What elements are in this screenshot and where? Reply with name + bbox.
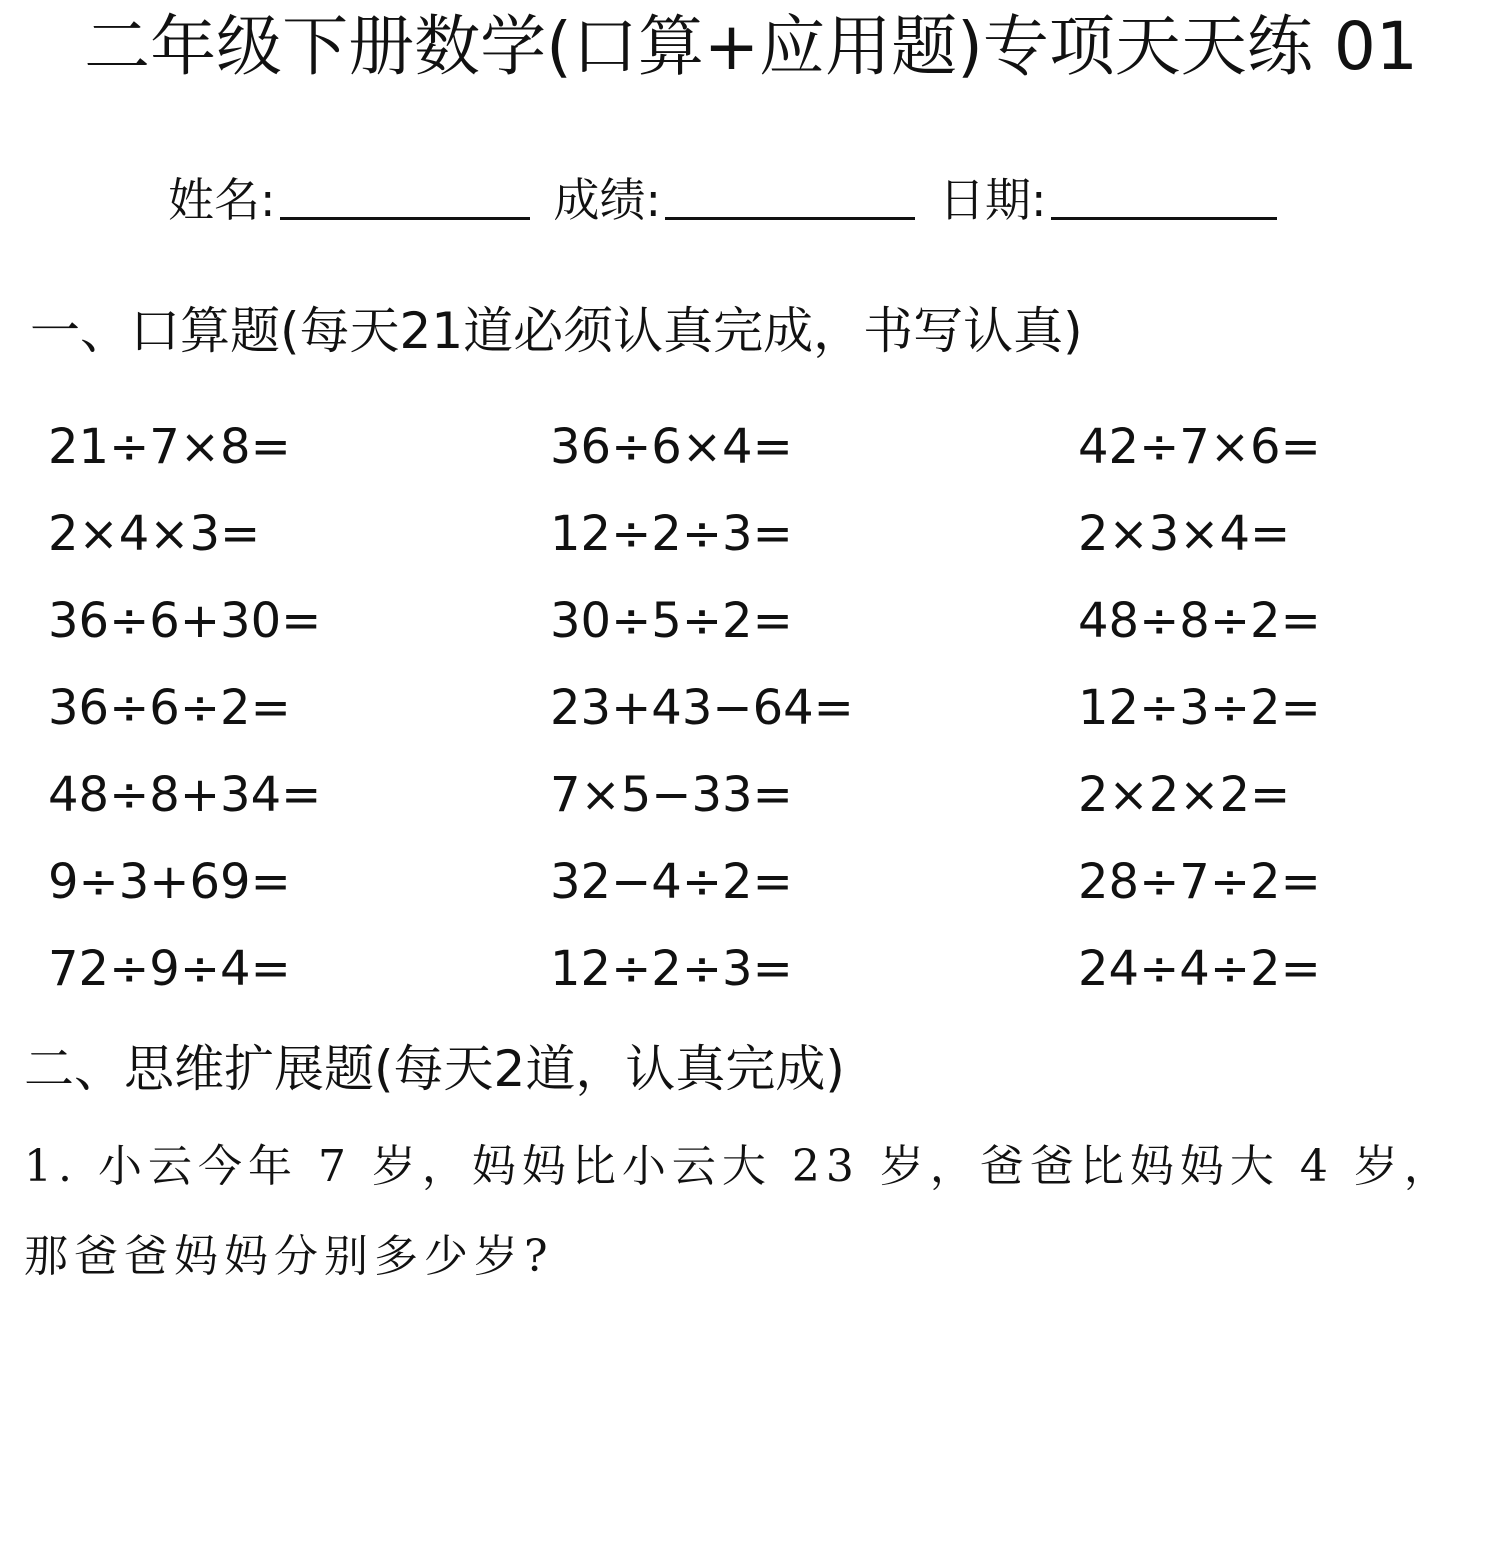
calc-row <box>48 839 1468 926</box>
section2-heading: 二、思维扩展题(每天2道，认真完成) <box>24 1040 845 1098</box>
date-blank-line[interactable] <box>1051 215 1277 220</box>
date-label: 日期: <box>939 173 1047 227</box>
name-field <box>168 170 530 230</box>
score-blank-line[interactable] <box>665 215 915 220</box>
score-field <box>554 170 916 230</box>
calc-problem: 24÷4÷2= <box>1078 941 1321 997</box>
calc-problem: 36÷6÷2= <box>48 680 291 736</box>
word-problem-1: 1. 小云今年 7 岁，妈妈比小云大 23 岁，爸爸比妈妈大 4 岁，那爸爸妈妈分别多少岁? <box>24 1141 1454 1282</box>
worksheet-title: 二年级下册数学(口算+应用题)专项天天练 01 <box>84 8 1418 85</box>
mental-math-grid <box>48 404 1468 1013</box>
calc-problem: 2×3×4= <box>1078 506 1291 562</box>
calc-problem: 12÷3÷2= <box>1078 680 1321 736</box>
calc-problem: 7×5−33= <box>550 767 793 823</box>
calc-problem: 12÷2÷3= <box>550 941 793 997</box>
calc-problem: 23+43−64= <box>550 680 854 736</box>
calc-problem: 36÷6+30= <box>48 593 322 649</box>
calc-problem: 30÷5÷2= <box>550 593 793 649</box>
calc-problem: 32−4÷2= <box>550 854 793 910</box>
name-label: 姓名: <box>168 173 276 227</box>
calc-problem: 12÷2÷3= <box>550 506 793 562</box>
calc-problem: 48÷8+34= <box>48 767 322 823</box>
calc-row <box>48 404 1468 491</box>
name-blank-line[interactable] <box>280 215 530 220</box>
date-field <box>939 170 1277 230</box>
calc-problem: 2×4×3= <box>48 506 261 562</box>
calc-problem: 48÷8÷2= <box>1078 593 1321 649</box>
calc-row <box>48 665 1468 752</box>
student-info-row <box>168 160 1301 230</box>
calc-problem: 2×2×2= <box>1078 767 1291 823</box>
calc-problem: 36÷6×4= <box>550 419 793 475</box>
calc-problem: 42÷7×6= <box>1078 419 1321 475</box>
calc-row <box>48 752 1468 839</box>
calc-row <box>48 578 1468 665</box>
calc-row <box>48 926 1468 1013</box>
calc-problem: 72÷9÷4= <box>48 941 291 997</box>
calc-problem: 9÷3+69= <box>48 854 291 910</box>
section1-heading: 一、口算题(每天21道必须认真完成，书写认真) <box>30 302 1083 360</box>
calc-problem: 21÷7×8= <box>48 419 291 475</box>
calc-row <box>48 491 1468 578</box>
score-label: 成绩: <box>553 173 661 227</box>
calc-problem: 28÷7÷2= <box>1078 854 1321 910</box>
